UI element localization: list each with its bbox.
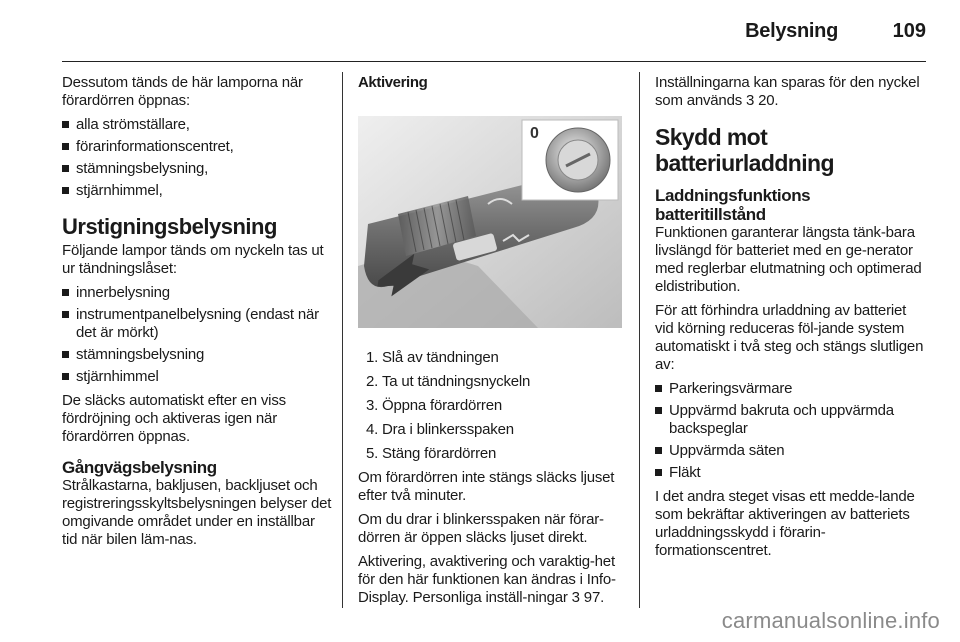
list-item: 5. Stäng förardörren [366, 445, 497, 462]
bullet-icon [62, 351, 69, 358]
bullet-icon [62, 143, 69, 150]
bullet-icon [62, 165, 69, 172]
list-item: 3. Öppna förardörren [366, 397, 503, 414]
exit-lighting-heading: Urstigningsbelysning [62, 214, 277, 239]
page-ref-icon: 3 [746, 92, 755, 109]
list-item: 1. Slå av tändningen [366, 349, 499, 366]
page-ref[interactable]: 97. [583, 589, 605, 606]
activation-p1: Om förardörren inte stängs släcks ljuset efter två minuter. [358, 469, 615, 504]
exit-lighting-after: De släcks automatiskt efter en viss fördröjning och aktiveras igen när förardörren öppnas. [62, 392, 286, 445]
path-lighting-text: Strålkastarna, bakljusen, backljuset och registreringsskyltsbelysningen belyser det omgivande området under en inställbar tid när bilen läm-nas. [62, 477, 332, 548]
battery-p2: För att förhindra urladdning av batteriet vid körning reduceras föl-jande system automatiskt i två steg och stängs slutligen av: [655, 302, 924, 373]
list-item: instrumentpanelbelysning (endast när det är mörkt) [62, 306, 332, 342]
activation-p3: Aktivering, avaktivering och varaktig-het för den här funktionen kan ändras i Info-Display. Personliga inställ-ningar 3 97. [358, 553, 616, 606]
bullet-icon [62, 187, 69, 194]
page-ref[interactable]: 20. [758, 92, 779, 109]
list-item: stjärnhimmel [62, 368, 332, 386]
list-item: alla strömställare, [62, 116, 332, 134]
ignition-position-label: 0 [530, 125, 539, 142]
list-item: stämningsbelysning [62, 346, 332, 364]
settings-paragraph: Inställningarna kan sparas för den nyckel som används 3 20. [655, 74, 920, 109]
bullet-icon [655, 407, 662, 414]
battery-systems-list [655, 380, 925, 482]
bullet-icon [655, 469, 662, 476]
battery-p1: Funktionen garanterar längsta tänk-bara livslängd för batteriet med en ge-nerator med reglerbar elutmatning och optimerad eldistribution. [655, 224, 922, 295]
path-lighting-heading: Gångvägsbelysning [62, 458, 217, 477]
list-item: förarinformationscentret, [62, 138, 332, 156]
page-ref-icon: 3 [571, 589, 580, 606]
battery-protection-heading: Skydd mot batteriurladdning [655, 124, 834, 176]
column-2 [358, 74, 628, 613]
intro-paragraph: Dessutom tänds de här lamporna när förardörren öppnas: [62, 74, 303, 109]
activation-steps [358, 349, 628, 463]
activation-heading: Aktivering [358, 74, 428, 91]
list-item: stjärnhimmel, [62, 182, 332, 200]
list-item: 4. Dra i blinkersspaken [366, 421, 514, 438]
intro-list [62, 116, 332, 200]
header-rule [62, 61, 926, 62]
list-item: innerbelysning [62, 284, 332, 302]
page-number: 109 [892, 20, 926, 42]
column-1 [62, 74, 332, 555]
bullet-icon [62, 373, 69, 380]
page-title: Belysning [745, 20, 838, 42]
bullet-icon [62, 289, 69, 296]
battery-p3: I det andra steget visas ett medde-lande som bekräftar aktiveringen av batteriets urladdningsskydd i förarin-formationscentret. [655, 488, 915, 559]
watermark: carmanualsonline.info [721, 608, 940, 633]
list-item: Uppvärmda säten [655, 442, 925, 460]
turn-signal-lever-illustration [358, 116, 622, 328]
exit-lighting-text: Följande lampor tänds om nyckeln tas ut ur tändningslåset: [62, 242, 324, 277]
list-item: 2. Ta ut tändningsnyckeln [366, 373, 531, 390]
list-item: Parkeringsvärmare [655, 380, 925, 398]
bullet-icon [655, 385, 662, 392]
column-divider-2 [639, 72, 640, 608]
list-item: stämningsbelysning, [62, 160, 332, 178]
charging-function-heading: Laddningsfunktions batteritillstånd [655, 186, 811, 224]
activation-p2: Om du drar i blinkersspaken när förar-dörren är öppen släcks ljuset direkt. [358, 511, 604, 546]
list-item: Fläkt [655, 464, 925, 482]
exit-lighting-list [62, 284, 332, 386]
list-item: Uppvärmd bakruta och uppvärmda backspeglar [655, 402, 925, 438]
bullet-icon [62, 311, 69, 318]
column-3 [655, 74, 925, 566]
bullet-icon [655, 447, 662, 454]
page-header [0, 0, 960, 64]
bullet-icon [62, 121, 69, 128]
column-divider-1 [342, 72, 343, 608]
